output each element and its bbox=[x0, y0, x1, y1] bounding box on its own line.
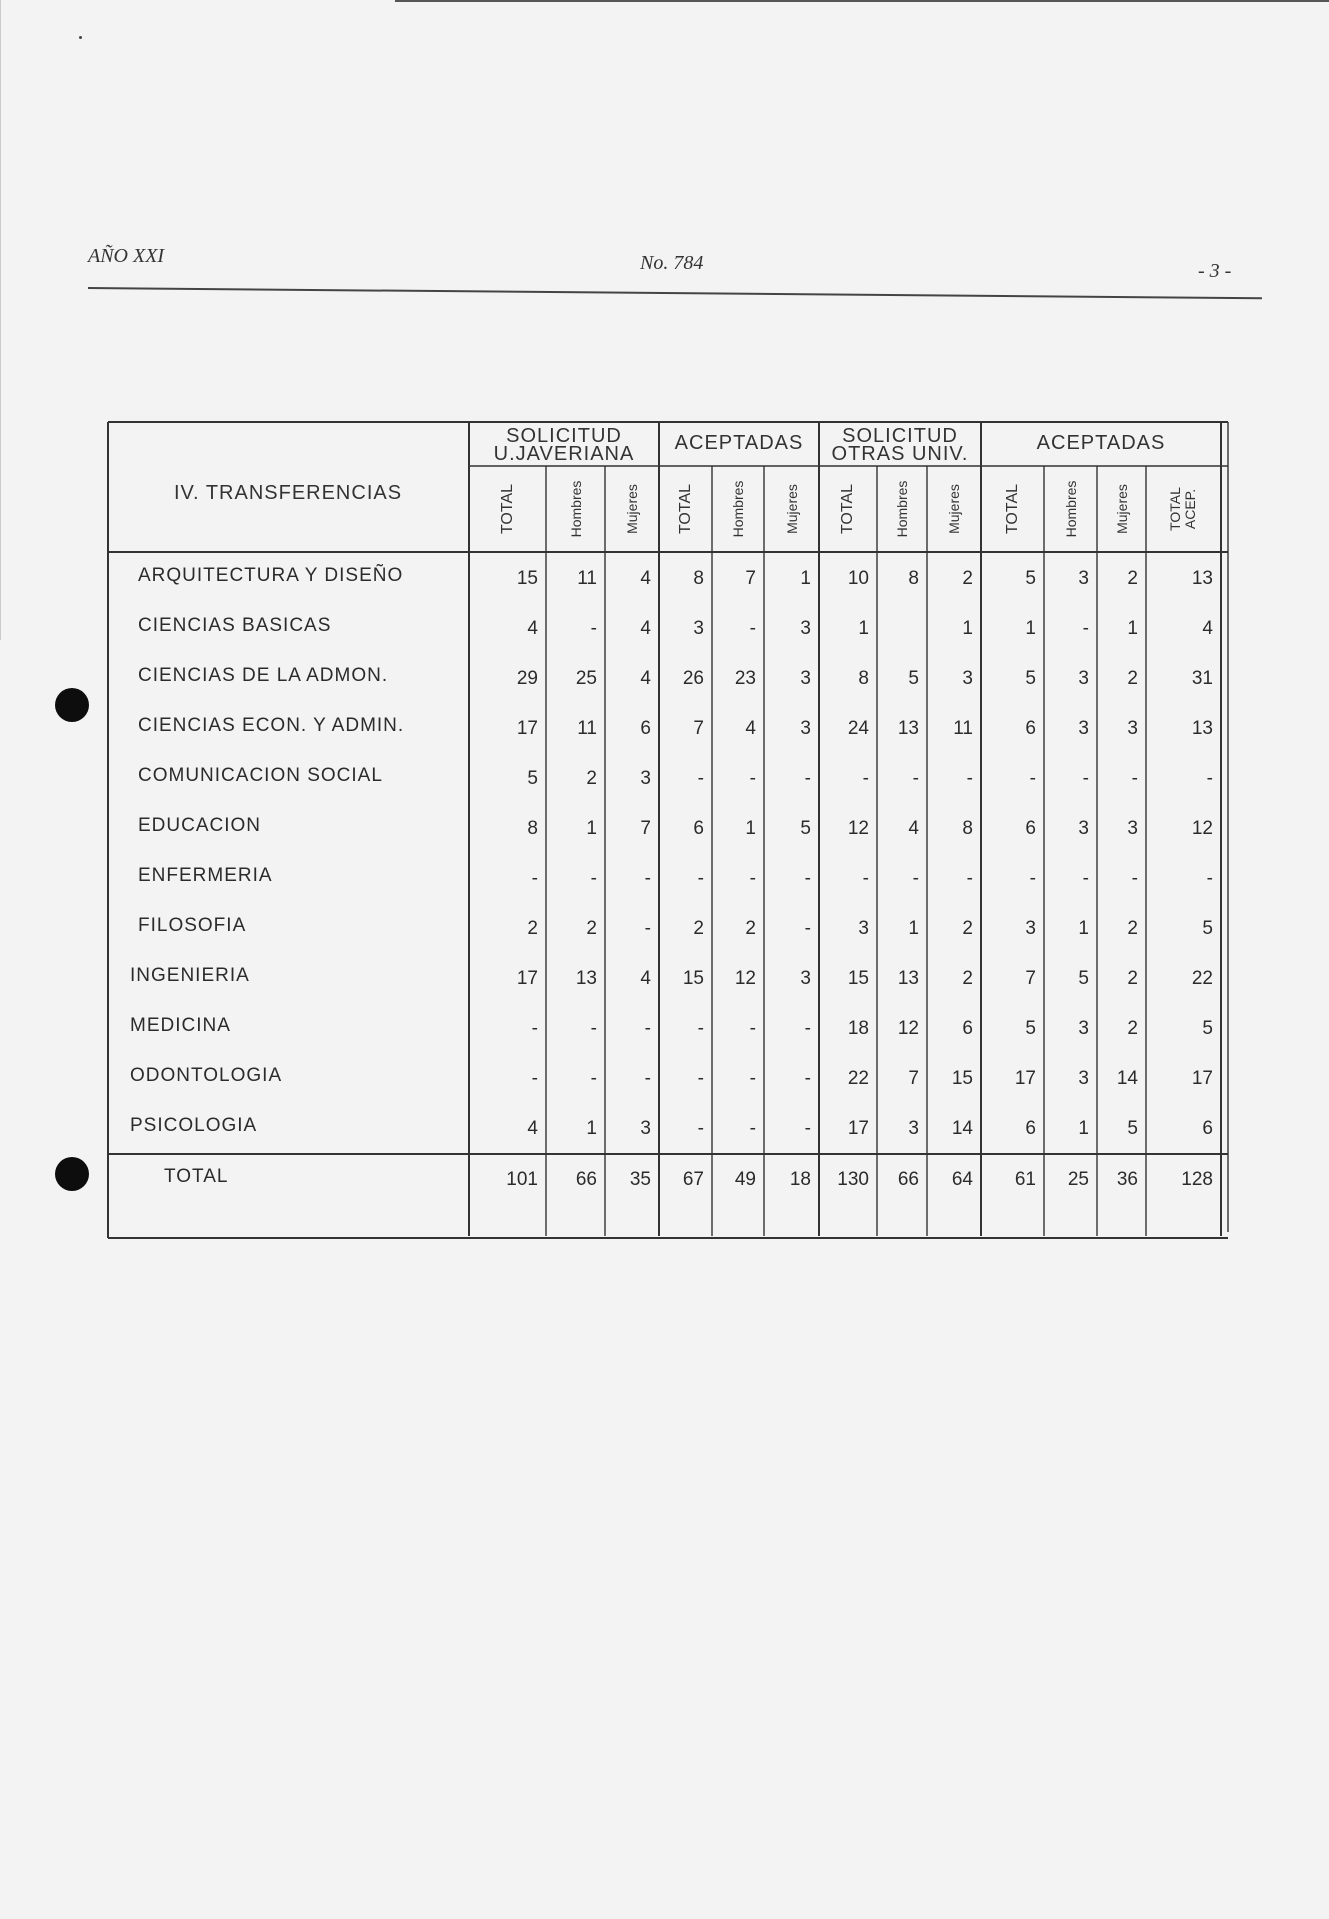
group-header-label: ACEPTADAS bbox=[674, 432, 804, 454]
column-header: TOTAL ACEP. bbox=[1166, 487, 1198, 531]
table-cell: 7 bbox=[640, 818, 651, 839]
table-cell: - bbox=[644, 1068, 651, 1089]
row-label: CIENCIAS ECON. Y ADMIN. bbox=[138, 715, 405, 736]
table-cell: 3 bbox=[800, 968, 811, 989]
header-rule bbox=[88, 287, 1262, 299]
table-cell: 13 bbox=[897, 718, 919, 739]
column-header: Hombres bbox=[894, 480, 910, 538]
total-cell: 35 bbox=[629, 1169, 651, 1190]
table-cell: 17 bbox=[1014, 1068, 1036, 1089]
table-cell: - bbox=[1029, 768, 1036, 789]
total-cell: 18 bbox=[789, 1169, 811, 1190]
table-cell: 2 bbox=[1127, 918, 1138, 939]
column-header: TOTAL bbox=[1003, 483, 1021, 535]
table-cell: 11 bbox=[577, 568, 597, 589]
row-label: EDUCACION bbox=[138, 815, 262, 836]
column-header: Mujeres bbox=[946, 484, 962, 534]
table-cell: - bbox=[862, 868, 869, 889]
table-cell: - bbox=[644, 918, 651, 939]
table-cell: 2 bbox=[1127, 568, 1138, 589]
table-cell: 14 bbox=[951, 1118, 973, 1139]
table-cell: 4 bbox=[908, 818, 919, 839]
row-label: COMUNICACION SOCIAL bbox=[138, 765, 383, 786]
table-cell: 5 bbox=[1127, 1118, 1138, 1139]
column-header: Hombres bbox=[567, 480, 584, 538]
punch-hole bbox=[55, 1157, 89, 1191]
table-cell: - bbox=[590, 868, 597, 889]
table-cell: - bbox=[590, 1068, 597, 1089]
table-cell: 3 bbox=[858, 918, 869, 939]
table-cell: - bbox=[804, 1118, 811, 1139]
table-cell: 1 bbox=[586, 818, 597, 839]
column-header: TOTAL bbox=[498, 483, 516, 535]
table-cell: - bbox=[862, 768, 869, 789]
table-cell: - bbox=[531, 1018, 538, 1039]
total-cell: 101 bbox=[506, 1169, 538, 1190]
table-cell: 1 bbox=[586, 1118, 597, 1139]
table-cell: 5 bbox=[1202, 1018, 1213, 1039]
row-label: ENFERMERIA bbox=[138, 865, 273, 886]
column-header: TOTAL bbox=[839, 483, 856, 535]
table-cell: 14 bbox=[1116, 1068, 1138, 1089]
table-cell: 3 bbox=[1025, 918, 1036, 939]
table-cell: - bbox=[749, 868, 756, 889]
table-cell: 5 bbox=[908, 668, 919, 689]
header-year: AÑO XXI bbox=[88, 245, 165, 267]
table-cell: 2 bbox=[1127, 968, 1138, 989]
group-header-label: OTRAS UNIV. bbox=[831, 443, 969, 465]
table-cell: 2 bbox=[745, 918, 756, 939]
table-cell: 6 bbox=[962, 1018, 973, 1039]
table-cell: - bbox=[531, 1068, 538, 1089]
table-cell: - bbox=[697, 1068, 704, 1089]
table-cell: - bbox=[1082, 618, 1089, 639]
table-cell: 3 bbox=[962, 668, 973, 689]
table-cell: 23 bbox=[734, 668, 756, 689]
table-cell: - bbox=[1206, 868, 1213, 889]
table-cell: - bbox=[1082, 868, 1089, 889]
table-cell: 5 bbox=[1025, 668, 1036, 689]
total-cell: 36 bbox=[1116, 1169, 1138, 1190]
table-cell: 6 bbox=[693, 818, 704, 839]
table-cell: 1 bbox=[858, 618, 869, 639]
table-cell: 11 bbox=[953, 718, 973, 739]
table-cell: 1 bbox=[962, 618, 973, 639]
table-cell: 24 bbox=[847, 718, 869, 739]
column-header: Mujeres bbox=[1113, 484, 1130, 534]
column-header: Mujeres bbox=[783, 484, 800, 534]
table-cell: - bbox=[1206, 768, 1213, 789]
table-cell: - bbox=[697, 1118, 704, 1139]
table-cell: 8 bbox=[908, 568, 919, 589]
column-header: Mujeres bbox=[624, 484, 640, 534]
header-page-number: - 3 - bbox=[1198, 260, 1232, 282]
table-cell: 7 bbox=[908, 1068, 919, 1089]
total-cell: 128 bbox=[1181, 1169, 1213, 1190]
total-cell: 67 bbox=[682, 1169, 704, 1190]
row-label: CIENCIAS DE LA ADMON. bbox=[138, 665, 389, 686]
table-cell: 26 bbox=[682, 668, 704, 689]
table-cell: 12 bbox=[847, 818, 869, 839]
table-cell: 4 bbox=[640, 968, 651, 989]
header-issue-number: No. 784 bbox=[640, 252, 704, 274]
table-cell: 15 bbox=[951, 1068, 973, 1089]
table-cell: - bbox=[531, 868, 538, 889]
table-cell: 2 bbox=[1127, 668, 1138, 689]
table-cell: 22 bbox=[1191, 968, 1213, 989]
table-cell: 2 bbox=[586, 918, 597, 939]
table-cell: 8 bbox=[858, 668, 869, 689]
total-cell: 66 bbox=[897, 1169, 919, 1190]
table-cell: 3 bbox=[640, 768, 651, 789]
table-cell: - bbox=[912, 768, 919, 789]
table-cell: 1 bbox=[745, 818, 756, 839]
table-cell: 5 bbox=[1025, 1018, 1036, 1039]
table-cell: - bbox=[966, 868, 973, 889]
table-cell: - bbox=[749, 1118, 756, 1139]
table-cell: 4 bbox=[527, 618, 538, 639]
table-cell: 1 bbox=[1025, 618, 1036, 639]
table-cell: - bbox=[1082, 768, 1089, 789]
table-cell: 5 bbox=[1025, 568, 1036, 589]
table-cell: 2 bbox=[693, 918, 704, 939]
table-cell: 6 bbox=[1025, 1118, 1036, 1139]
row-label: MEDICINA bbox=[130, 1015, 231, 1036]
table-cell: - bbox=[804, 768, 811, 789]
table-cell: 2 bbox=[962, 968, 973, 989]
row-label: ODONTOLOGIA bbox=[130, 1065, 283, 1086]
table-cell: 15 bbox=[847, 968, 869, 989]
table-cell: - bbox=[749, 1018, 756, 1039]
table-cell: - bbox=[912, 868, 919, 889]
total-cell: 66 bbox=[575, 1169, 597, 1190]
transfer-table bbox=[108, 418, 1228, 1238]
table-cell: - bbox=[804, 918, 811, 939]
table-cell: 8 bbox=[962, 818, 973, 839]
table-cell: 3 bbox=[693, 618, 704, 639]
table-cell: 3 bbox=[1078, 668, 1089, 689]
column-header: Hombres bbox=[1062, 480, 1079, 538]
table-cell: - bbox=[590, 1018, 597, 1039]
section-title: IV. TRANSFERENCIAS bbox=[174, 482, 403, 504]
column-header: Hombres bbox=[730, 480, 746, 538]
table-cell: - bbox=[804, 1068, 811, 1089]
page-top-edge bbox=[395, 0, 1329, 2]
group-header-label: SOLICITUD bbox=[506, 425, 622, 447]
table-cell: - bbox=[749, 768, 756, 789]
table-cell: 3 bbox=[1127, 818, 1138, 839]
table-cell: - bbox=[644, 868, 651, 889]
table-cell: - bbox=[804, 1018, 811, 1039]
table-cell: 1 bbox=[1127, 618, 1138, 639]
row-label: CIENCIAS BASICAS bbox=[138, 615, 332, 636]
table-cell: 17 bbox=[516, 718, 538, 739]
total-cell: 64 bbox=[951, 1169, 973, 1190]
table-cell: 2 bbox=[586, 768, 597, 789]
table-cell: 5 bbox=[1202, 918, 1213, 939]
table-cell: 6 bbox=[640, 718, 651, 739]
table-cell: 6 bbox=[1025, 718, 1036, 739]
table-cell: - bbox=[697, 768, 704, 789]
group-header-label: ACEPTADAS bbox=[1036, 432, 1166, 454]
table-cell: 7 bbox=[745, 568, 756, 589]
table-cell: 3 bbox=[800, 618, 811, 639]
table-cell: 3 bbox=[1127, 718, 1138, 739]
table-cell: - bbox=[1131, 868, 1138, 889]
table-cell: 17 bbox=[1191, 1068, 1213, 1089]
group-header-label: SOLICITUD bbox=[842, 425, 958, 447]
punch-hole bbox=[55, 688, 89, 722]
table-cell: 3 bbox=[908, 1118, 919, 1139]
table-cell: - bbox=[749, 1068, 756, 1089]
table-cell: - bbox=[1029, 868, 1036, 889]
table-cell: 6 bbox=[1025, 818, 1036, 839]
table-cell: 4 bbox=[640, 618, 651, 639]
table-cell: 29 bbox=[516, 668, 538, 689]
table-cell: 8 bbox=[693, 568, 704, 589]
table-cell: 15 bbox=[516, 568, 538, 589]
table-cell: 25 bbox=[575, 668, 597, 689]
table-cell: 13 bbox=[575, 968, 597, 989]
table-cell: 15 bbox=[682, 968, 704, 989]
page-left-edge bbox=[0, 0, 1, 640]
table-cell: 12 bbox=[897, 1018, 919, 1039]
table-cell: 3 bbox=[800, 668, 811, 689]
table-cell: - bbox=[749, 618, 756, 639]
table-cell: 3 bbox=[1078, 1068, 1089, 1089]
row-label: INGENIERIA bbox=[130, 965, 250, 986]
row-label: PSICOLOGIA bbox=[130, 1115, 258, 1136]
group-header-label: U.JAVERIANA bbox=[493, 443, 635, 465]
table-cell: 6 bbox=[1202, 1118, 1213, 1139]
table-cell: 18 bbox=[847, 1018, 869, 1039]
table-cell: 3 bbox=[1078, 1018, 1089, 1039]
table-cell: 3 bbox=[1078, 718, 1089, 739]
table-cell: 4 bbox=[1202, 618, 1213, 639]
table-cell: 7 bbox=[693, 718, 704, 739]
table-cell: - bbox=[697, 868, 704, 889]
table-cell: 31 bbox=[1191, 668, 1213, 689]
table-cell: - bbox=[1131, 768, 1138, 789]
table-cell: 8 bbox=[527, 818, 538, 839]
table-cell: 1 bbox=[1078, 1118, 1089, 1139]
table-cell: 13 bbox=[1191, 718, 1213, 739]
table-cell: 2 bbox=[962, 568, 973, 589]
table-cell: 4 bbox=[527, 1118, 538, 1139]
total-cell: 25 bbox=[1067, 1169, 1089, 1190]
table-cell: - bbox=[644, 1018, 651, 1039]
table-cell: 3 bbox=[800, 718, 811, 739]
table-cell: 13 bbox=[1191, 568, 1213, 589]
table-cell: 10 bbox=[847, 568, 869, 589]
table-cell: 4 bbox=[640, 668, 651, 689]
table-cell: 5 bbox=[800, 818, 811, 839]
table-cell: 17 bbox=[516, 968, 538, 989]
table-cell: 7 bbox=[1025, 968, 1036, 989]
table-cell: - bbox=[966, 768, 973, 789]
total-cell: 61 bbox=[1014, 1169, 1036, 1190]
table-cell: 2 bbox=[527, 918, 538, 939]
table-cell: 12 bbox=[1191, 818, 1213, 839]
total-cell: 49 bbox=[734, 1169, 756, 1190]
table-cell: 2 bbox=[962, 918, 973, 939]
table-cell: 3 bbox=[1078, 818, 1089, 839]
table-cell: - bbox=[804, 868, 811, 889]
row-label: ARQUITECTURA Y DISEÑO bbox=[138, 565, 404, 586]
table-cell: 1 bbox=[800, 568, 811, 589]
row-label: FILOSOFIA bbox=[138, 915, 247, 936]
table-cell: 3 bbox=[1078, 568, 1089, 589]
table-cell: 17 bbox=[847, 1118, 869, 1139]
total-label: TOTAL bbox=[164, 1166, 229, 1187]
table-cell: 4 bbox=[640, 568, 651, 589]
table-cell: 5 bbox=[1078, 968, 1089, 989]
table-cell: 1 bbox=[908, 918, 919, 939]
table-cell: 4 bbox=[745, 718, 756, 739]
table-cell: - bbox=[697, 1018, 704, 1039]
table-cell: 1 bbox=[1078, 918, 1089, 939]
table-cell: 5 bbox=[527, 768, 538, 789]
ink-speck bbox=[79, 36, 82, 39]
table-cell: 13 bbox=[897, 968, 919, 989]
table-cell: 11 bbox=[577, 718, 597, 739]
table-cell: - bbox=[590, 618, 597, 639]
table-cell: 22 bbox=[847, 1068, 869, 1089]
table-cell: 3 bbox=[640, 1118, 651, 1139]
table-cell: 2 bbox=[1127, 1018, 1138, 1039]
column-header: TOTAL bbox=[676, 483, 694, 535]
table-cell: 12 bbox=[734, 968, 756, 989]
total-cell: 130 bbox=[837, 1169, 869, 1190]
